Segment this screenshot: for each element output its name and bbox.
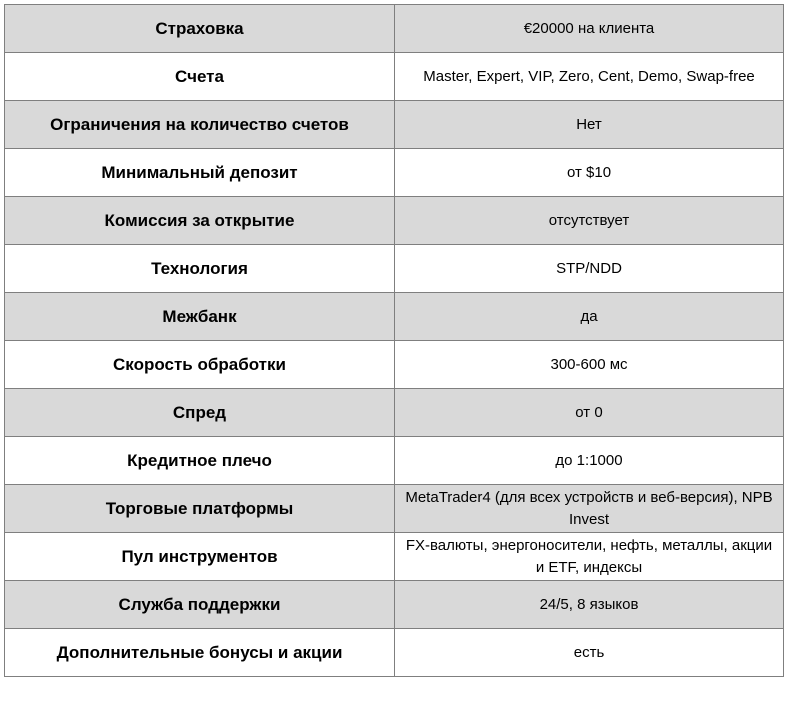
row-value: отсутствует	[395, 197, 784, 245]
broker-specs-table-container	[4, 4, 783, 677]
row-value: Master, Expert, VIP, Zero, Cent, Demo, Swap-free	[395, 53, 784, 101]
table-row-instruments	[5, 533, 784, 581]
row-label: Спред	[5, 389, 395, 437]
table-row-bonuses	[5, 629, 784, 677]
table-row-insurance	[5, 5, 784, 53]
row-label: Скорость обработки	[5, 341, 395, 389]
table-row-opening-fee	[5, 197, 784, 245]
row-label: Служба поддержки	[5, 581, 395, 629]
row-label: Кредитное плечо	[5, 437, 395, 485]
table-row-account-limits	[5, 101, 784, 149]
table-row-platforms	[5, 485, 784, 533]
row-value: 24/5, 8 языков	[395, 581, 784, 629]
table-row-interbank	[5, 293, 784, 341]
row-value: STP/NDD	[395, 245, 784, 293]
row-value: есть	[395, 629, 784, 677]
row-value: до 1:1000	[395, 437, 784, 485]
row-value: от 0	[395, 389, 784, 437]
row-label: Счета	[5, 53, 395, 101]
row-label: Торговые платформы	[5, 485, 395, 533]
row-value: 300-600 мс	[395, 341, 784, 389]
table-row-technology	[5, 245, 784, 293]
table-row-spread	[5, 389, 784, 437]
row-label: Ограничения на количество счетов	[5, 101, 395, 149]
row-value: €20000 на клиента	[395, 5, 784, 53]
row-label: Комиссия за открытие	[5, 197, 395, 245]
row-label: Страховка	[5, 5, 395, 53]
table-row-support	[5, 581, 784, 629]
row-value: да	[395, 293, 784, 341]
row-label: Дополнительные бонусы и акции	[5, 629, 395, 677]
table-row-leverage	[5, 437, 784, 485]
table-row-min-deposit	[5, 149, 784, 197]
row-value: от $10	[395, 149, 784, 197]
table-row-accounts	[5, 53, 784, 101]
row-label: Пул инструментов	[5, 533, 395, 581]
row-value: Нет	[395, 101, 784, 149]
row-value: MetaTrader4 (для всех устройств и веб-версия), NPB Invest	[395, 485, 784, 533]
row-label: Технология	[5, 245, 395, 293]
row-label: Межбанк	[5, 293, 395, 341]
table-row-processing-speed	[5, 341, 784, 389]
row-value: FX-валюты, энергоносители, нефть, металлы, акции и ETF, индексы	[395, 533, 784, 581]
row-label: Минимальный депозит	[5, 149, 395, 197]
broker-specs-table	[4, 4, 784, 677]
